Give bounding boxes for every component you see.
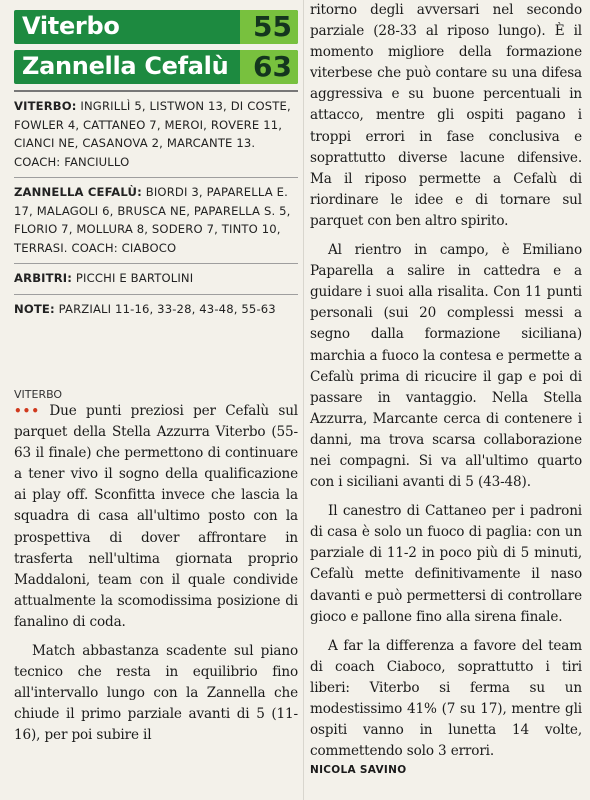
box-label: ZANNELLA CEFALÙ: [14,185,142,199]
right-column [310,0,582,776]
home-team-name: Viterbo [22,12,120,40]
article-body-right [310,0,582,762]
box-label: NOTE: [14,301,55,316]
paragraph: Match abbastanza scadente sul piano tecnico che resta in equilibrio fino all'intervallo lungo con la Zannella che chiude il primo parziale avanti di 5 (11-16), per poi subire il [14,643,298,744]
box-text: INGRILLÌ 5, LISTWON 13, DI COSTE, FOWLER 4, CATTANEO 7, MEROI, ROVERE 11, CIANCI NE, CASANOVA 2, MARCANTE 13. COACH: FANCIULLO [14,99,291,169]
box-label: VITERBO: [14,99,77,113]
box-text: BIORDI 3, PAPARELLA E. 17, MALAGOLI 6, BRUSCA NE, PAPARELLA S. 5, FLORIO 7, MOLLURA 8, SODERO 7, TINTO 10, TERRASI. COACH: CIABOCO [14,185,291,255]
column-rule [303,0,304,800]
home-score: 55 [253,10,292,43]
paragraph: A far la differenza a favore del team di coach Ciaboco, soprattutto i tiri liberi: Viterbo si ferma su un modestissimo 41% (7 su 17), mentre gli ospiti vanno in lunetta 14 volte, commettendo solo 3 errori. [310,637,582,760]
box-referees [14,263,298,294]
left-column [14,10,298,747]
paragraph: ritorno degli avversari nel secondo parziale (28-33 al riposo lungo). È il momento migliore della formazione viterbese che può contare su una difesa aggressiva e su buone percentuali in attacco, mentre gli ospiti pagano i troppi errori in fase conclusiva e soprattutto diverse lacune difensive. Ma il riposo permette a Cefalù di riordinare le idee e di tornare sul parquet con ben altro spirito. [310,2,582,229]
box-text: PICCHI E BARTOLINI [72,271,194,285]
paragraph: Al rientro in campo, è Emiliano Paparella a salire in cattedra e a guidare i suoi alla risalita. Con 11 punti personali (sui 20 complessi messi a segno dalla formazione siciliana) marchia a fuoco la contesa e permette a Cefalù prima di ricucire il gap e poi di passare in vantaggio. Nella Stella Azzurra, Marcante cerca di contenere i danni, ma trova scarsa collaborazione nei compagni. Si va all'ultimo quarto con i siciliani avanti di 5 (43-48). [310,242,582,491]
box-text: PARZIALI 11-16, 33-28, 43-48, 55-63 [54,301,276,316]
paragraph: Il canestro di Cattaneo per i padroni di casa è solo un fuoco di paglia: con un parziale di 11-2 in poco più di 5 minuti, Cefalù mette definitivamente il naso davanti e può permettersi di controllare gioco e pallone fino alla sirena finale. [310,503,582,625]
box-viterbo [14,90,298,177]
box-label: ARBITRI: [14,271,73,285]
byline: NICOLA SAVINO [310,764,407,777]
paragraph [14,401,298,633]
bullet-marker: ••• [14,404,41,418]
paragraph-text: Due punti preziosi per Cefalù sul parquet della Stella Azzurra Viterbo (55-63 il finale) che permettono di continuare a tener vivo il sogno della qualificazione ai play off. Sconfitta invece che lascia la squadra di casa all'ultimo posto con la prospettiva di dover affrontare in trasferta nell'ultima giornata proprio Maddaloni, team con il quale condivide attualmente la scomodissima posizione di fanalino di coda. [14,403,299,630]
article-body-left [14,401,298,747]
away-team-name: Zannella Cefalù [22,52,229,80]
score-bar-away [14,50,298,84]
box-cefalu [14,177,298,263]
away-score: 63 [253,50,292,83]
dateline: VITERBO [14,388,63,401]
score-bar-home [14,10,298,44]
box-notes [14,294,298,325]
